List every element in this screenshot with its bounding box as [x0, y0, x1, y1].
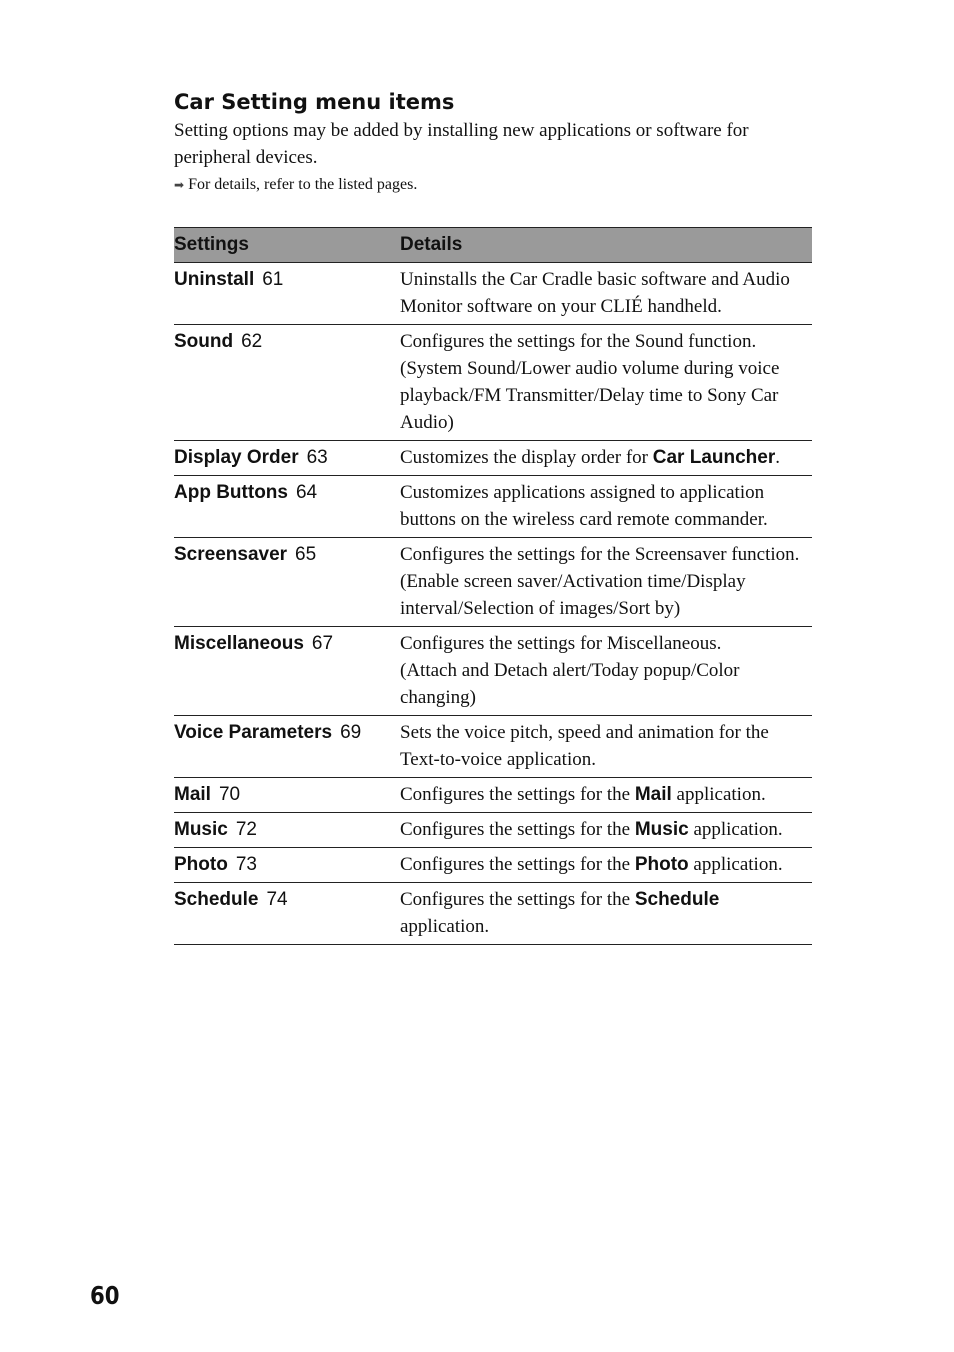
detail-cell	[400, 716, 812, 778]
page-ref: 65	[295, 544, 317, 565]
page-content	[174, 88, 812, 937]
detail-app-name: Car Launcher	[652, 447, 776, 468]
setting-cell	[174, 813, 400, 848]
detail-text: Configures the settings for the	[400, 784, 635, 805]
section-title: Car Setting menu items	[174, 90, 455, 114]
detail-text-end: application.	[688, 854, 783, 875]
setting-cell	[174, 848, 400, 883]
page-ref: 69	[340, 722, 362, 743]
table-row	[174, 778, 812, 813]
detail-text-end: .	[775, 447, 780, 468]
page-ref: 61	[262, 269, 284, 290]
page-ref: 63	[306, 447, 328, 468]
setting-cell	[174, 441, 400, 476]
setting-cell	[174, 476, 400, 538]
detail-cell	[400, 538, 812, 627]
setting-cell	[174, 778, 400, 813]
detail-app-name: Schedule	[634, 889, 720, 910]
setting-name: Miscellaneous	[174, 633, 304, 654]
detail-text: Customizes applications assigned to application buttons on the wireless card remote commander.	[400, 482, 768, 530]
detail-text-end: application.	[671, 784, 766, 805]
page-number: 60	[90, 1281, 120, 1310]
detail-cell	[400, 813, 812, 848]
detail-subtext: (Attach and Detach alert/Today popup/Color changing)	[400, 660, 740, 708]
table-row	[174, 263, 812, 325]
setting-cell	[174, 538, 400, 627]
detail-text: Sets the voice pitch, speed and animation for the Text-to-voice application.	[400, 722, 769, 770]
setting-cell	[174, 716, 400, 778]
detail-text-end: application.	[688, 819, 783, 840]
detail-cell	[400, 263, 812, 325]
setting-cell	[174, 263, 400, 325]
table-row	[174, 716, 812, 778]
setting-name: Schedule	[174, 889, 259, 910]
detail-text: Configures the settings for Miscellaneous.	[400, 633, 722, 654]
detail-app-name: Photo	[634, 854, 689, 875]
setting-name: Display Order	[174, 447, 299, 468]
settings-table	[174, 227, 812, 945]
setting-cell	[174, 325, 400, 441]
reference-note	[174, 174, 812, 196]
setting-name: Uninstall	[174, 269, 255, 290]
setting-name: Sound	[174, 331, 234, 352]
detail-cell	[400, 476, 812, 538]
setting-cell	[174, 627, 400, 716]
detail-text: Customizes the display order for	[400, 447, 653, 468]
detail-cell	[400, 627, 812, 716]
setting-cell	[174, 883, 400, 945]
reference-note-text: For details, refer to the listed pages.	[188, 176, 418, 193]
detail-text-end: application.	[400, 916, 490, 937]
detail-subtext: (Enable screen saver/Activation time/Display interval/Selection of images/Sort by)	[400, 571, 746, 619]
intro-text: Setting options may be added by installing new applications or software for peripheral devices.	[174, 120, 749, 168]
page-ref: 64	[295, 482, 318, 503]
page-ref: 67	[311, 633, 334, 654]
detail-app-name: Music	[634, 819, 689, 840]
detail-text: Configures the settings for the Sound function.	[400, 331, 757, 352]
detail-cell	[400, 848, 812, 883]
table-row	[174, 813, 812, 848]
table-header-row	[174, 228, 812, 263]
table-row	[174, 538, 812, 627]
page-ref: 62	[241, 331, 263, 352]
detail-text: Uninstalls the Car Cradle basic software and Audio Monitor software on your CLIÉ handheld.	[400, 269, 790, 317]
page-ref: 74	[266, 889, 288, 910]
table-row	[174, 848, 812, 883]
page-ref: 70	[218, 784, 241, 805]
detail-cell	[400, 441, 812, 476]
detail-cell	[400, 325, 812, 441]
detail-text: Configures the settings for the	[400, 889, 635, 910]
setting-name: App Buttons	[174, 482, 288, 503]
detail-cell	[400, 778, 812, 813]
setting-name: Voice Parameters	[174, 722, 333, 743]
header-details: Details	[400, 228, 812, 263]
detail-app-name: Mail	[634, 784, 672, 805]
table-row	[174, 883, 812, 945]
page-ref: 72	[235, 819, 257, 840]
detail-text: Configures the settings for the Screensaver function.	[400, 544, 800, 565]
setting-name: Music	[174, 819, 228, 840]
table-row	[174, 325, 812, 441]
detail-text: Configures the settings for the	[400, 819, 635, 840]
page-ref: 73	[235, 854, 257, 875]
arrow-right-icon: ➡	[174, 178, 185, 192]
setting-name: Screensaver	[174, 544, 288, 565]
header-settings: Settings	[174, 228, 400, 263]
detail-cell	[400, 883, 812, 945]
table-row	[174, 441, 812, 476]
setting-name: Mail	[174, 784, 211, 805]
table-row	[174, 627, 812, 716]
detail-subtext: (System Sound/Lower audio volume during voice playback/FM Transmitter/Delay time to Sony Car Audio)	[400, 358, 780, 433]
detail-text: Configures the settings for the	[400, 854, 635, 875]
table-row	[174, 476, 812, 538]
setting-name: Photo	[174, 854, 228, 875]
